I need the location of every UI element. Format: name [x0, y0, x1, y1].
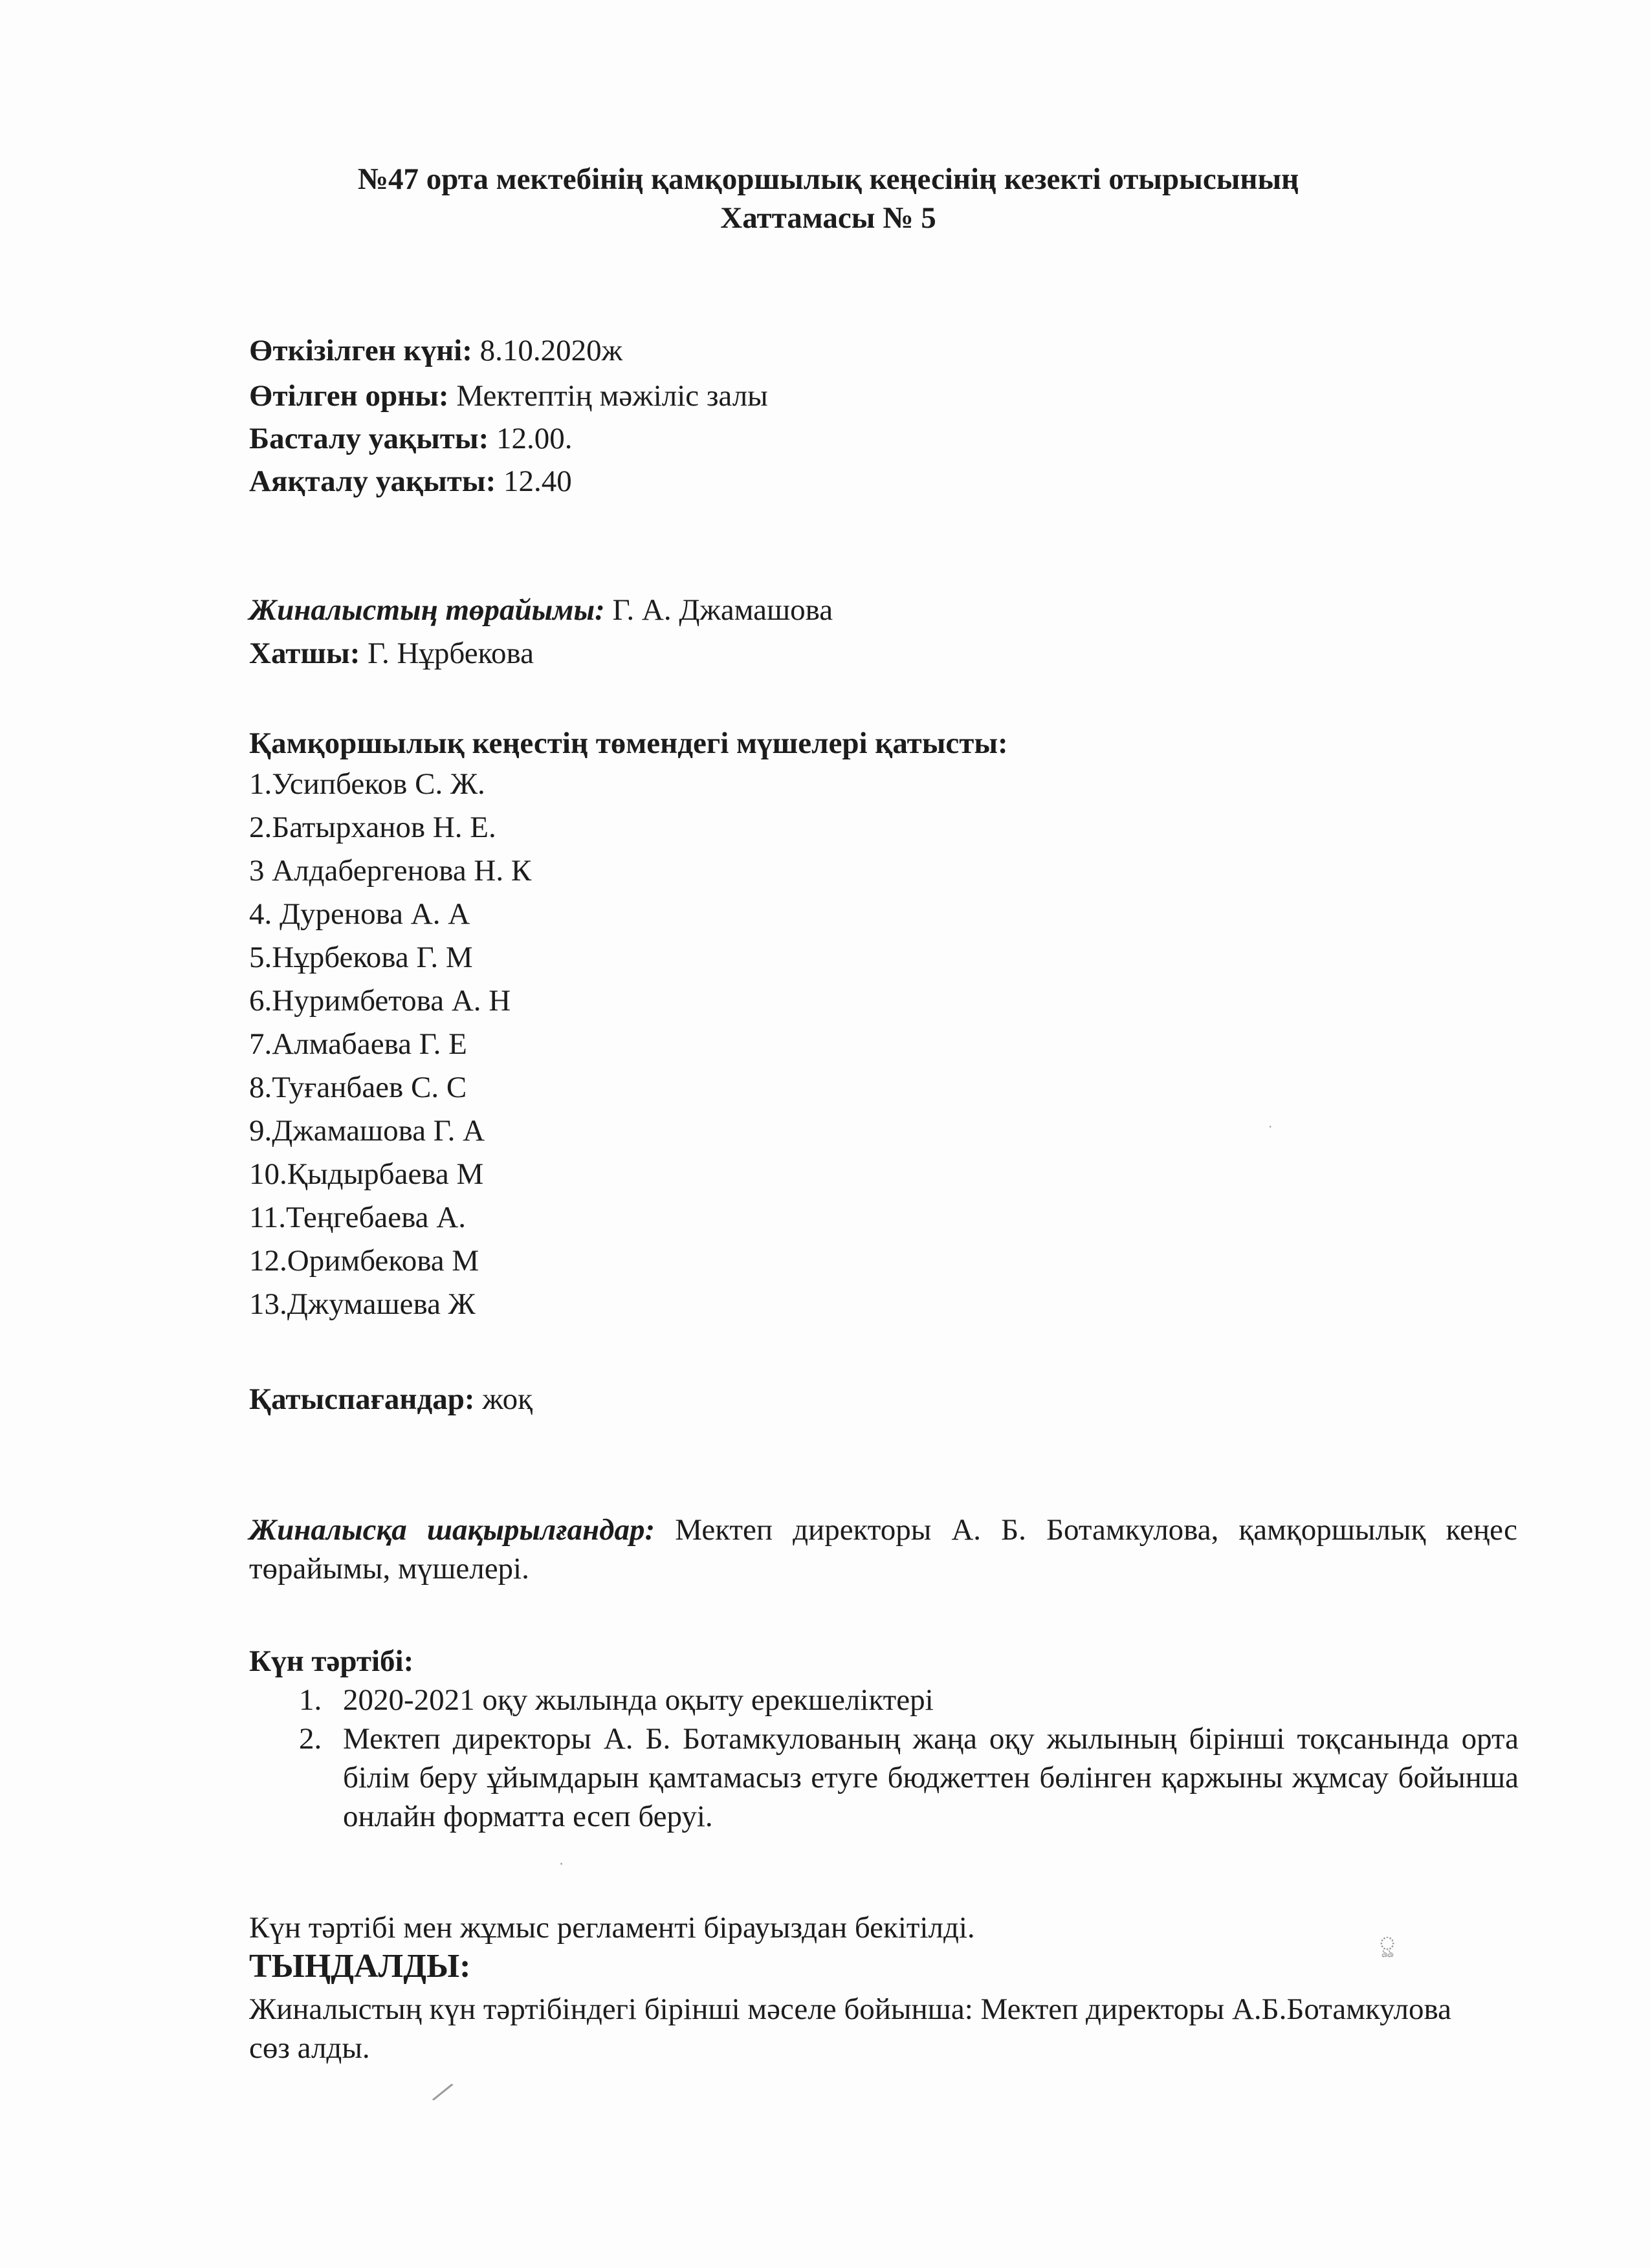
scan-dot-mark: · [1268, 1119, 1273, 1135]
meeting-date-row [249, 331, 622, 370]
member-item: 9.Джамашова Г. А [249, 1114, 485, 1148]
meeting-date-label: Өткізілген күні: [249, 334, 472, 367]
meeting-start-label: Басталу уақыты: [249, 422, 489, 455]
agenda-item-number: 2. [299, 1722, 322, 1756]
invited-label: Жиналысқа шақырылғандар: [249, 1513, 655, 1547]
agenda-heading: Күн тәртібі: [249, 1644, 414, 1678]
scan-dot-mark: · [559, 1857, 564, 1873]
meeting-end-label: Аяқталу уақыты: [249, 464, 496, 498]
listened-heading: ТЫҢДАЛДЫ: [249, 1948, 471, 1985]
member-item: 3 Алдабергенова Н. К [249, 854, 532, 888]
member-item: 7.Алмабаева Г. Е [249, 1027, 467, 1061]
secretary-value: Г. Нұрбекова [360, 637, 534, 670]
member-item: 1.Усипбеков С. Ж. [249, 767, 485, 801]
listened-text: Жиналыстың күн тәртібіндегі бірінші мәселе бойынша: Мектеп директоры А.Б.Ботамкулова сөз алды. [249, 1992, 1451, 2065]
member-item: 11.Теңгебаева А. [249, 1201, 466, 1234]
scan-smudge-mark: ৣ [1378, 1932, 1397, 1955]
meeting-date-value: 8.10.2020ж [472, 334, 623, 367]
agenda-item [299, 1719, 1519, 1836]
member-item: 13.Джумашева Ж [249, 1287, 476, 1321]
chair-row [249, 591, 833, 629]
meeting-place-row [249, 376, 768, 415]
meeting-start-row [249, 419, 572, 458]
members-heading: Қамқоршылық кеңестің төмендегі мүшелері қатысты: [249, 726, 1008, 760]
member-item: 5.Нұрбекова Г. М [249, 941, 473, 974]
secretary-label: Хатшы: [249, 637, 360, 670]
meeting-start-value: 12.00. [489, 422, 573, 455]
secretary-row [249, 634, 534, 673]
members-list [249, 763, 531, 1326]
member-item: 2.Батырханов Н. Е. [249, 811, 496, 844]
meeting-end-value: 12.40 [496, 464, 572, 498]
absent-row [249, 1380, 533, 1419]
absent-value: жоқ [474, 1382, 533, 1416]
pen-stroke-mark: ⁄ [434, 2077, 450, 2110]
document-title-line-2: Хаттамасы № 5 [720, 201, 936, 235]
chair-label: Жиналыстың төрайымы: [249, 593, 605, 627]
member-item: 12.Оримбекова М [249, 1244, 479, 1278]
meeting-place-value: Мектептің мәжіліс залы [448, 379, 768, 413]
invited-paragraph [249, 1510, 1517, 1588]
invited-value: Мектеп директоры А. Б. Ботамкулова, қамқоршылық кеңес төрайымы, мүшелері. [249, 1513, 1518, 1586]
absent-label: Қатыспағандар: [249, 1382, 475, 1416]
member-item: 8.Туғанбаев С. С [249, 1071, 467, 1104]
member-item: 10.Қыдырбаева М [249, 1157, 484, 1191]
agenda-list [299, 1681, 1519, 1836]
document-title-line-1: №47 орта мектебінің қамқоршылық кеңесінің кезекті отырысының [357, 162, 1299, 196]
meeting-place-label: Өтілген орны: [249, 379, 449, 413]
meeting-end-row [249, 462, 572, 501]
member-item: 4. Дуренова А. А [249, 897, 470, 931]
approval-note: Күн тәртібі мен жұмыс регламенті бірауыздан бекітілді. [249, 1911, 975, 1945]
chair-value: Г. А. Джамашова [604, 593, 833, 627]
member-item: 6.Нуримбетова А. Н [249, 984, 511, 1018]
agenda-item-number: 1. [299, 1683, 322, 1717]
agenda-item [299, 1681, 1519, 1719]
agenda-item-text: Мектеп директоры А. Б. Ботамкулованың жаңа оқу жылының бірінші тоқсанында орта білім беру ұйымдарын қамтамасыз етуге бюджеттен бөлінген қаржыны жұмсау бойынша онлайн форматта есеп беруі. [343, 1722, 1519, 1833]
agenda-item-text: 2020-2021 оқу жылында оқыту ерекшеліктері [343, 1683, 934, 1717]
